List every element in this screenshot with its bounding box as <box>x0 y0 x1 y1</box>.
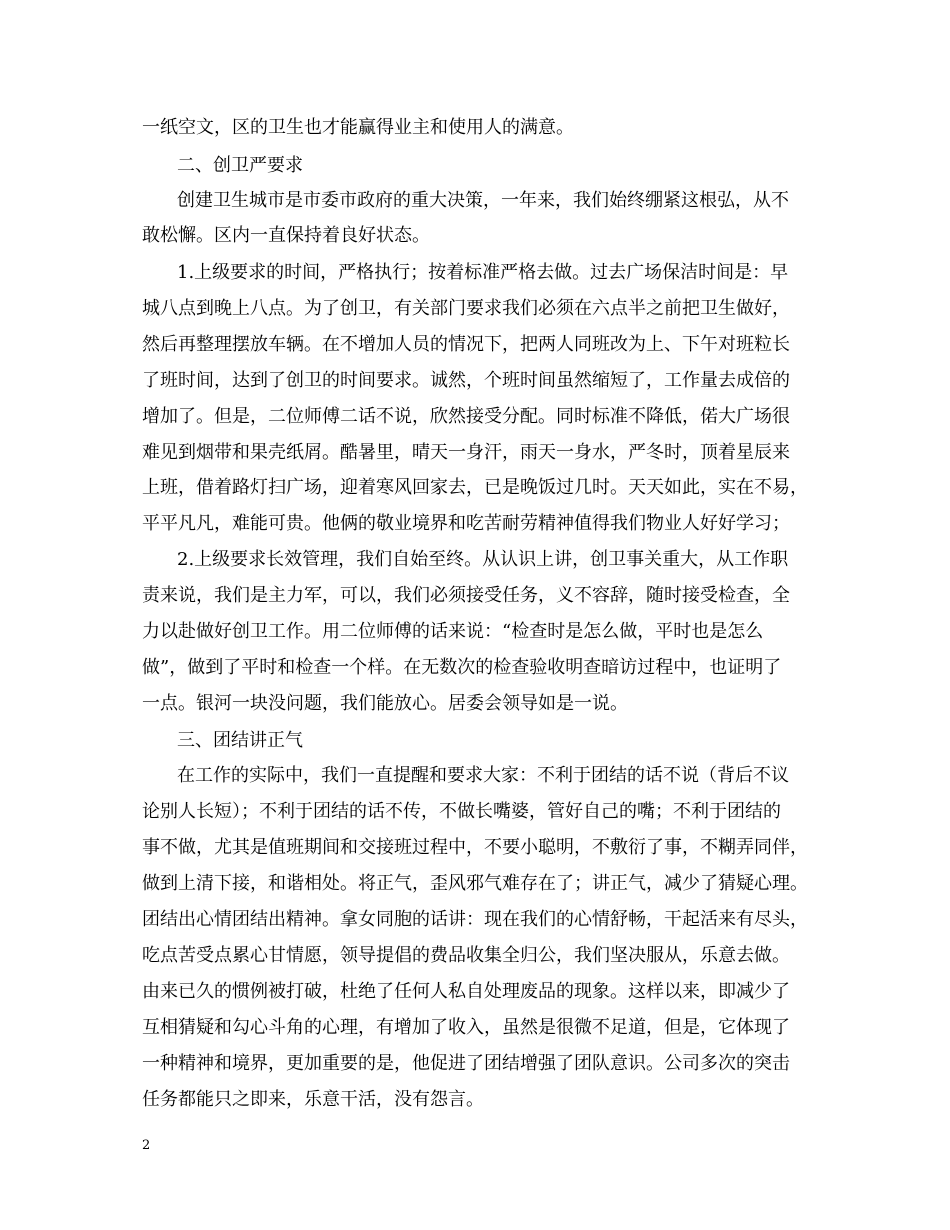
text-line: 团结出心情团结出精神。拿女同胞的话讲：现在我们的心情舒畅，干起活来有尽头， <box>142 909 808 930</box>
text-line: 责来说，我们是主力军，可以，我们必须接受任务，义不容辞，随时接受检查，全 <box>142 585 790 606</box>
section-heading: 三、团结讲正气 <box>177 730 303 751</box>
text-line: 了班时间，达到了创卫的时间要求。诚然，个班时间虽然缩短了，工作量去成倍的 <box>142 370 790 391</box>
text-line: 由来已久的惯例被打破，杜绝了任何人私自处理废品的现象。这样以来，即减少了 <box>142 981 790 1002</box>
text-line: 一纸空文，区的卫生也才能赢得业主和使用人的满意。 <box>142 117 574 138</box>
text-line: 在工作的实际中，我们一直提醒和要求大家：不利于团结的话不说（背后不议 <box>177 765 789 786</box>
text-line: 一种精神和境界，更加重要的是，他促进了团结增强了团队意识。公司多次的突击 <box>142 1053 790 1074</box>
text-line: 增加了。但是，二位师傅二话不说，欣然接受分配。同时标准不降低，偌大广场很 <box>142 406 790 427</box>
text-line: 事不做，尤其是值班期间和交接班过程中，不要小聪明，不敷衍了事，不糊弄同伴， <box>142 837 808 858</box>
text-line: 论别人长短）；不利于团结的话不传，不做长嘴婆，管好自己的嘴；不利于团结的 <box>142 801 781 822</box>
text-line: 一点。银河一块没问题，我们能放心。居委会领导如是一说。 <box>142 693 628 714</box>
text-line: 1.上级要求的时间，严格执行；按着标准严格去做。过去广场保洁时间是：早 <box>177 262 789 283</box>
text-line: 互相猜疑和勾心斗角的心理，有增加了收入，虽然是很微不足道，但是，它体现了 <box>142 1017 790 1038</box>
text-line: 任务都能只之即来，乐意干活，没有怨言。 <box>142 1089 484 1110</box>
text-line: 做”，做到了平时和检查一个样。在无数次的检查验收明查暗访过程中，也证明了 <box>142 657 782 678</box>
text-line: 平平凡凡，难能可贵。他俩的敬业境界和吃苦耐劳精神值得我们物业人好好学习； <box>142 513 790 534</box>
text-line: 城八点到晚上八点。为了创卫，有关部门要求我们必须在六点半之前把卫生做好， <box>142 298 790 319</box>
section-heading: 二、创卫严要求 <box>177 155 303 176</box>
text-line: 吃点苦受点累心甘情愿，领导提倡的费品收集全归公，我们坚决服从，乐意去做。 <box>142 945 790 966</box>
text-line: 然后再整理摆放车辆。在不增加人员的情况下，把两人同班改为上、下午对班粒长 <box>142 334 790 355</box>
text-line: 创建卫生城市是市委市政府的重大决策，一年来，我们始终绷紧这根弘，从不 <box>177 190 789 211</box>
text-line: 难见到烟带和果壳纸屑。酷暑里，晴天一身汗，雨天一身水，严冬时，顶着星辰来 <box>142 442 790 463</box>
text-line: 敢松懈。区内一直保持着良好状态。 <box>142 225 430 246</box>
text-line: 上班，借着路灯扫广场，迎着寒风回家去，已是晚饭过几时。天天如此，实在不易， <box>142 477 808 498</box>
text-line: 力以赴做好创卫工作。用二位师傅的话来说：“检查时是怎么做，平时也是怎么 <box>142 621 764 642</box>
text-line: 做到上清下接，和谐相处。将正气，歪风邪气难存在了；讲正气，减少了猜疑心理。 <box>142 873 808 894</box>
text-line: 2.上级要求长效管理，我们自始至终。从认识上讲，创卫事关重大，从工作职 <box>177 549 789 570</box>
page-number: 2 <box>142 1138 151 1153</box>
